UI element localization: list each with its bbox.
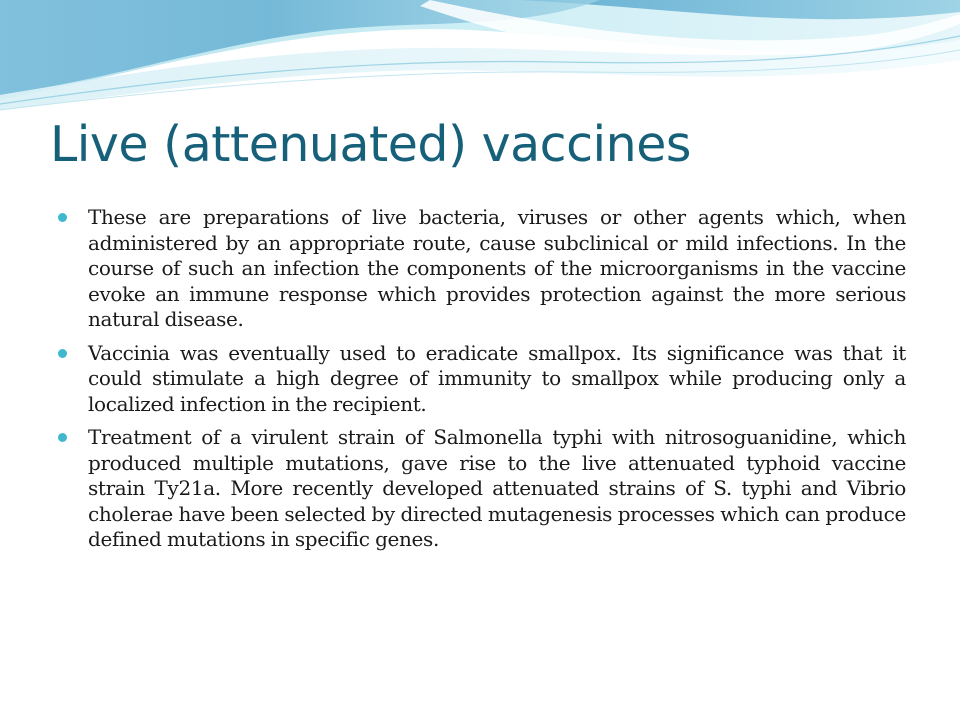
slide-title: Live (attenuated) vaccines — [50, 116, 691, 173]
bullet-list — [58, 205, 906, 561]
bullet-item — [58, 205, 906, 333]
bullet-text: These are preparations of live bacteria, viruses or other agents which, when administered by an appropriate route, cause subclinical or mild infections. In the course of such an infection the components of the microorganisms in the vaccine evoke an immune response which provides protection against the more serious natural disease. — [88, 205, 906, 331]
bullet-text: Treatment of a virulent strain of Salmonella typhi with nitrosoguanidine, which produced multiple mutations, gave rise to the live attenuated typhoid vaccine strain Ty21a. More recently developed attenuated strains of S. typhi and Vibrio cholerae have been selected by directed mutagenesis processes which can produce defined mutations in specific genes. — [88, 425, 906, 551]
bullet-item — [58, 341, 906, 418]
bullet-dot-icon — [58, 433, 67, 442]
bullet-item — [58, 425, 906, 553]
bullet-dot-icon — [58, 213, 67, 222]
bullet-text: Vaccinia was eventually used to eradicate smallpox. Its significance was that it could stimulate a high degree of immunity to smallpox while producing only a localized infection in the recipient. — [88, 340, 906, 416]
header-wave-decoration — [0, 0, 960, 120]
bullet-dot-icon — [58, 349, 67, 358]
